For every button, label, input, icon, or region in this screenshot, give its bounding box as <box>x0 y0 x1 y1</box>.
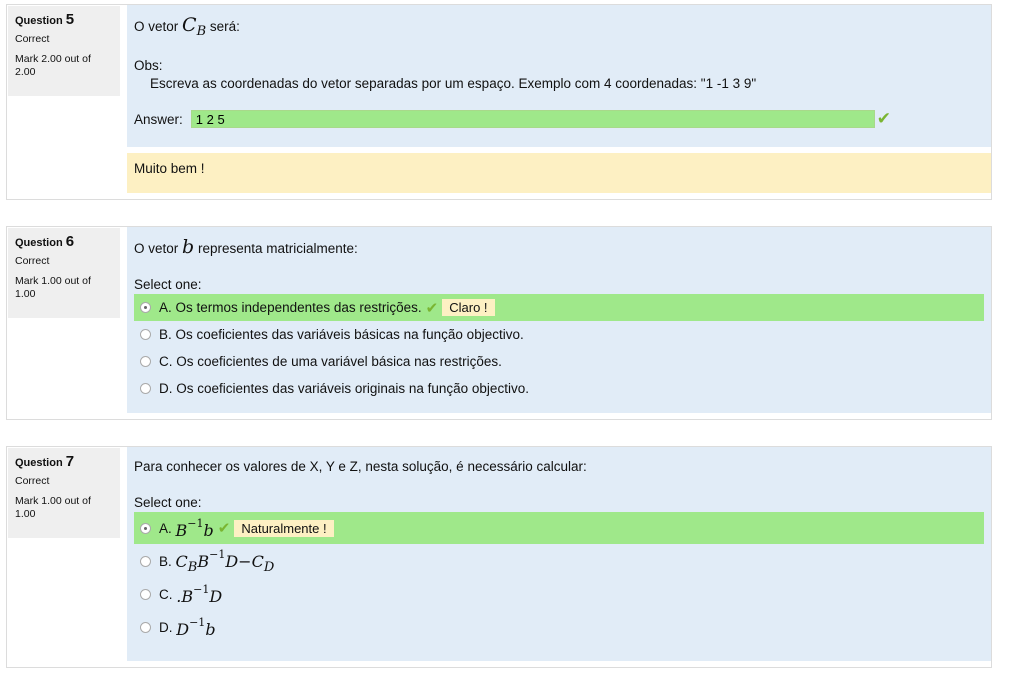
question-formulation <box>127 5 991 147</box>
obs-title: Obs: <box>134 58 163 73</box>
answer-input[interactable] <box>191 110 875 128</box>
question-7 <box>6 446 992 668</box>
correct-check-icon: ✔ <box>876 109 892 128</box>
question-formulation <box>127 447 991 661</box>
option-d[interactable]: D. $D^{-1}b$ <box>134 611 984 644</box>
select-one-label: Select one: <box>134 277 202 292</box>
radio-d[interactable] <box>140 622 151 633</box>
question-state: Correct <box>15 255 50 267</box>
select-one-label: Select one: <box>134 495 202 510</box>
radio-b[interactable] <box>140 329 151 340</box>
option-a[interactable]: A. $B^{-1}b$ ✔ Naturalmente ! <box>134 512 984 544</box>
option-c[interactable]: C. $.B^{-1}D$ <box>134 578 984 611</box>
question-number: Question 5 <box>15 11 75 28</box>
question-grade: Mark 1.00 out of 1.00 <box>15 275 91 300</box>
question-grade: Mark 2.00 out of 2.00 <box>15 53 91 78</box>
question-content <box>127 447 991 661</box>
correct-check-icon: ✔ <box>425 299 439 317</box>
answer-label: Answer: <box>134 111 183 127</box>
question-number: Question 6 <box>15 233 75 250</box>
option-b[interactable]: B. $C_BB^{-1}D-C_D$ <box>134 544 984 578</box>
question-info <box>8 228 120 318</box>
question-info <box>8 448 120 538</box>
option-c[interactable]: C. Os coeficientes de uma variável básica nas restrições. <box>134 348 984 375</box>
answer-row <box>134 109 984 129</box>
radio-c[interactable] <box>140 589 151 600</box>
math-expression: $D^{-1}b$ <box>176 616 216 639</box>
math-expression: $B^{-1}b$ <box>175 516 214 540</box>
question-text: Para conhecer os valores de X, Y e Z, nesta solução, é necessário calcular: <box>134 459 587 474</box>
question-6 <box>6 226 992 420</box>
question-formulation <box>127 227 991 413</box>
question-grade: Mark 1.00 out of 1.00 <box>15 495 91 520</box>
obs-body: Escreva as coordenadas do vetor separadas por um espaço. Exemplo com 4 coordenadas: "1 -1 3 9" <box>150 76 757 91</box>
general-feedback: Muito bem ! <box>127 153 991 193</box>
math-b: b <box>182 236 195 258</box>
math-expression: $C_BB^{-1}D-C_D$ <box>175 547 275 575</box>
math-expression: $.B^{-1}D$ <box>176 583 223 606</box>
radio-a[interactable] <box>140 302 151 313</box>
question-info <box>8 6 120 96</box>
option-b[interactable]: B. Os coeficientes das variáveis básicas na função objectivo. <box>134 321 984 348</box>
question-content <box>127 5 991 193</box>
math-c: C <box>182 14 197 36</box>
radio-d[interactable] <box>140 383 151 394</box>
correct-check-icon: ✔ <box>217 520 231 537</box>
radio-a[interactable] <box>140 523 151 534</box>
option-feedback: Claro ! <box>442 299 494 316</box>
question-text: O vetor CB será: <box>134 14 240 39</box>
option-feedback: Naturalmente ! <box>234 520 333 537</box>
radio-b[interactable] <box>140 556 151 567</box>
option-d[interactable]: D. Os coeficientes das variáveis originais na função objectivo. <box>134 375 984 402</box>
question-state: Correct <box>15 475 50 487</box>
option-a[interactable]: A. Os termos independentes das restrições. ✔ Claro ! <box>134 294 984 321</box>
question-5 <box>6 4 992 200</box>
radio-c[interactable] <box>140 356 151 367</box>
question-state: Correct <box>15 33 50 45</box>
question-number: Question 7 <box>15 453 75 470</box>
question-text: O vetor b representa matricialmente: <box>134 236 358 258</box>
question-content <box>127 227 991 413</box>
